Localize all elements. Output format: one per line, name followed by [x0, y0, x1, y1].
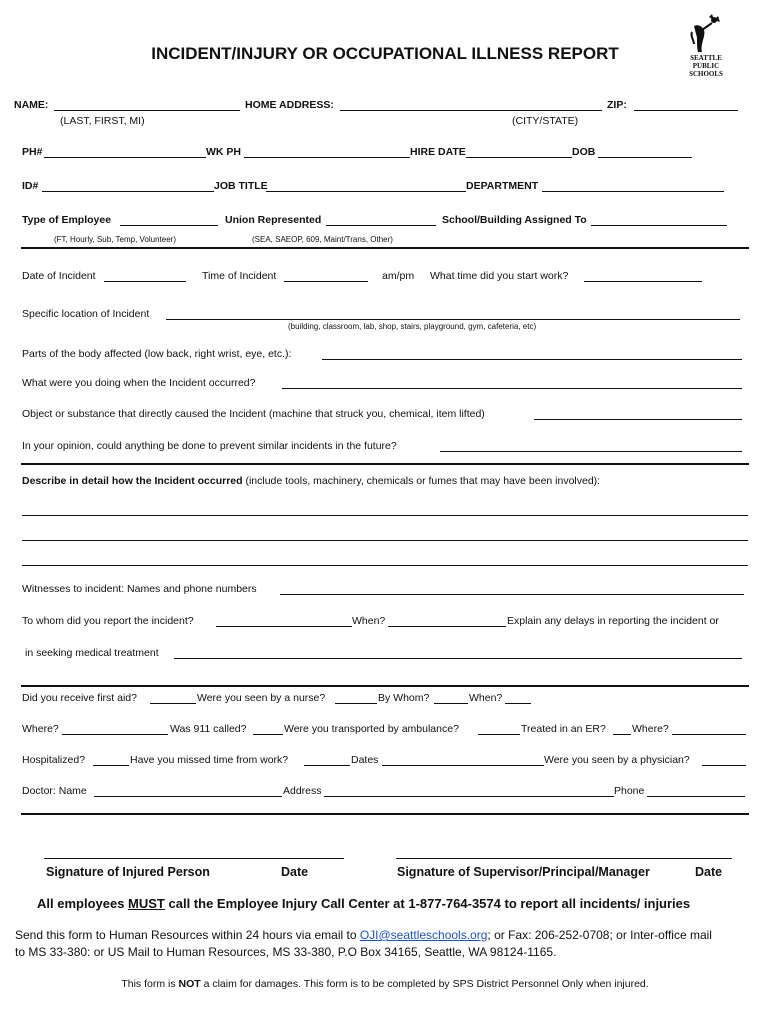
department-field[interactable]	[542, 180, 724, 192]
home-address-field[interactable]	[340, 99, 602, 111]
zip-field[interactable]	[634, 99, 738, 111]
doctor-address-label: Address	[283, 785, 322, 797]
section-divider-4	[21, 813, 749, 815]
describe-line-1[interactable]	[22, 515, 748, 516]
injured-signature-line[interactable]	[44, 858, 344, 859]
doctor-name-label: Doctor: Name	[22, 785, 87, 797]
injured-date-label: Date	[281, 865, 309, 879]
logo-text-line1: SEATTLE	[690, 54, 722, 62]
claim-disclaimer: This form is NOT a claim for damages. This form is to be completed by SPS District Personnel Only when injured.	[121, 978, 649, 990]
union-field[interactable]	[326, 214, 436, 226]
prevent-label: In your opinion, could anything be done to prevent similar incidents in the future?	[22, 440, 397, 452]
supervisor-date-label: Date	[695, 865, 723, 879]
school-label: School/Building Assigned To	[442, 214, 587, 226]
doctor-phone-field[interactable]	[647, 785, 745, 797]
missed-time-label: Have you missed time from work?	[130, 754, 289, 766]
describe-line-3[interactable]	[22, 565, 748, 566]
doctor-name-field[interactable]	[94, 785, 282, 797]
delay-label: Explain any delays in reporting the incident or	[507, 615, 719, 627]
union-hint: (SEA, SAEOP, 609, Maint/Trans, Other)	[252, 235, 393, 244]
nurse-field[interactable]	[335, 692, 377, 704]
logo-text-line2: PUBLIC	[692, 62, 720, 70]
send-instructions-line2: to MS 33-380: or US Mail to Human Resources, MS 33-380, P.O Box 34165, Seattle, WA 98124-1165.	[15, 945, 557, 959]
witnesses-label: Witnesses to incident: Names and phone numbers	[22, 583, 257, 595]
er-where-field[interactable]	[672, 723, 746, 735]
home-address-label: HOME ADDRESS:	[245, 99, 334, 111]
dob-label: DOB	[572, 146, 596, 158]
start-work-field[interactable]	[584, 270, 702, 282]
not-emphasis: NOT	[178, 978, 201, 990]
employee-type-field[interactable]	[120, 214, 218, 226]
object-field[interactable]	[534, 408, 742, 420]
by-whom-field[interactable]	[434, 692, 468, 704]
phone-field[interactable]	[44, 146, 206, 158]
supervisor-signature-label: Signature of Supervisor/Principal/Manager	[397, 865, 650, 879]
dates-label: Dates	[351, 754, 379, 766]
supervisor-signature-line[interactable]	[396, 858, 732, 859]
describe-heading	[22, 475, 600, 487]
zip-label: ZIP:	[607, 99, 627, 111]
prevent-field[interactable]	[440, 440, 742, 452]
doing-label: What were you doing when the Incident occurred?	[22, 377, 256, 389]
work-phone-field[interactable]	[244, 146, 410, 158]
call-center-notice: All employees MUST call the Employee Injury Call Center at 1-877-764-3574 to report all incidents/ injuries	[37, 896, 691, 911]
hospitalized-field[interactable]	[93, 754, 129, 766]
call-911-label: Was 911 called?	[170, 723, 247, 735]
department-label: DEPARTMENT	[466, 180, 539, 192]
report-to-field[interactable]	[216, 615, 352, 627]
section-divider-3	[21, 685, 749, 687]
employee-type-label: Type of Employee	[22, 214, 112, 226]
location-field[interactable]	[166, 308, 740, 320]
section-divider-1	[21, 247, 749, 249]
physician-field[interactable]	[702, 754, 746, 766]
employee-type-hint: (FT, Hourly, Sub, Temp, Volunteer)	[54, 235, 176, 244]
witnesses-field[interactable]	[280, 583, 744, 595]
job-title-label: JOB TITLE	[214, 180, 268, 192]
school-field[interactable]	[591, 214, 727, 226]
er-label: Treated in an ER?	[521, 723, 606, 735]
location-label: Specific location of Incident	[22, 308, 150, 320]
section-divider-2	[21, 463, 749, 465]
hospitalized-label: Hospitalized?	[22, 754, 86, 766]
seattle-public-schools-logo	[682, 14, 730, 82]
must-emphasis: MUST	[128, 896, 165, 911]
send-instructions-line1: Send this form to Human Resources within 24 hours via email to OJI@seattleschools.org; or Fax: 206-252-0708; or Inter-office mail	[15, 928, 712, 942]
seeking-label: in seeking medical treatment	[25, 647, 159, 659]
id-field[interactable]	[42, 180, 214, 192]
logo-text-line3: SCHOOLS	[689, 70, 723, 78]
ampm-label: am/pm	[382, 270, 415, 282]
name-hint: (LAST, FIRST, MI)	[60, 115, 145, 127]
where-label: Where?	[22, 723, 59, 735]
report-when-label: When?	[352, 615, 386, 627]
nurse-when-field[interactable]	[505, 692, 531, 704]
incident-time-field[interactable]	[284, 270, 368, 282]
hr-email-link[interactable]: OJI@seattleschools.org	[359, 928, 488, 942]
first-aid-label: Did you receive first aid?	[22, 692, 137, 704]
hire-date-label: HIRE DATE	[410, 146, 466, 158]
nurse-label: Were you seen by a nurse?	[197, 692, 326, 704]
name-field[interactable]	[54, 99, 240, 111]
id-label: ID#	[22, 180, 39, 192]
doctor-phone-label: Phone	[614, 785, 645, 797]
by-whom-label: By Whom?	[378, 692, 430, 704]
call-911-field[interactable]	[253, 723, 283, 735]
object-label: Object or substance that directly caused the Incident (machine that struck you, chemical, item lifted)	[22, 408, 485, 420]
body-parts-field[interactable]	[322, 348, 742, 360]
form-title: INCIDENT/INJURY OR OCCUPATIONAL ILLNESS REPORT	[151, 44, 619, 63]
work-phone-label: WK PH	[206, 146, 241, 158]
job-title-field[interactable]	[266, 180, 466, 192]
describe-heading-bold: Describe in detail how the Incident occurred	[22, 475, 243, 487]
logo-figure-icon	[688, 14, 722, 54]
incident-time-label: Time of Incident	[202, 270, 277, 282]
er-where-label: Where?	[632, 723, 669, 735]
ambulance-field[interactable]	[478, 723, 520, 735]
dob-field[interactable]	[598, 146, 692, 158]
describe-heading-rest: (include tools, machinery, chemicals or fumes that may have been involved):	[242, 475, 601, 487]
incident-date-label: Date of Incident	[22, 270, 96, 282]
doing-field[interactable]	[282, 377, 742, 389]
delay-field[interactable]	[174, 647, 742, 659]
first-aid-field[interactable]	[150, 692, 196, 704]
city-state-hint: (CITY/STATE)	[512, 115, 579, 127]
doctor-address-field[interactable]	[324, 785, 614, 797]
body-parts-label: Parts of the body affected (low back, right wrist, eye, etc.):	[22, 348, 292, 360]
union-label: Union Represented	[225, 214, 322, 226]
phone-label: PH#	[22, 146, 43, 158]
hire-date-field[interactable]	[466, 146, 572, 158]
nurse-when-label: When?	[469, 692, 503, 704]
start-work-label: What time did you start work?	[430, 270, 569, 282]
report-when-field[interactable]	[388, 615, 506, 627]
missed-time-field[interactable]	[304, 754, 350, 766]
describe-line-2[interactable]	[22, 540, 748, 541]
injured-signature-label: Signature of Injured Person	[46, 865, 210, 879]
name-label: NAME:	[14, 99, 49, 111]
physician-label: Were you seen by a physician?	[544, 754, 690, 766]
location-hint: (building, classroom, lab, shop, stairs, playground, gym, cafeteria, etc)	[288, 322, 537, 331]
ambulance-label: Were you transported by ambulance?	[284, 723, 459, 735]
dates-field[interactable]	[382, 754, 544, 766]
report-to-label: To whom did you report the incident?	[22, 615, 194, 627]
incident-date-field[interactable]	[104, 270, 186, 282]
where-field[interactable]	[62, 723, 168, 735]
er-field[interactable]	[613, 723, 631, 735]
